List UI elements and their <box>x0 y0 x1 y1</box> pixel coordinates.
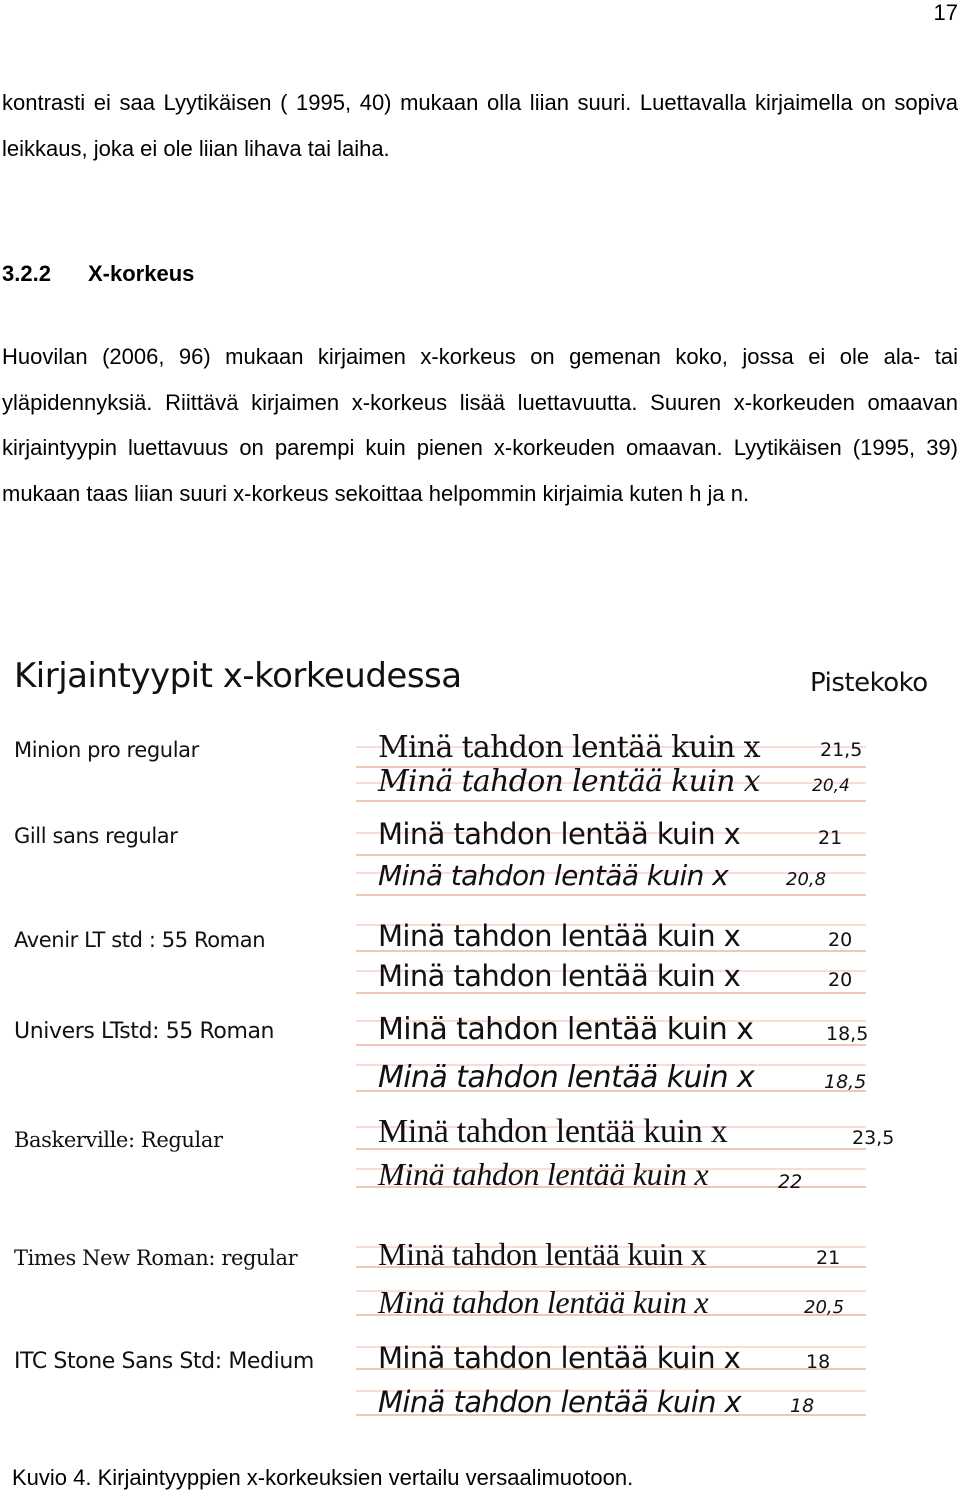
size-stone-regular: 18 <box>806 1351 831 1373</box>
size-gill-italic: 20,8 <box>786 869 827 890</box>
figure-title: Kirjaintyypit x-korkeudessa <box>14 656 462 696</box>
sample-minion-regular: Minä tahdon lentää kuin x <box>378 730 760 765</box>
size-baskerville-italic: 22 <box>778 1171 803 1193</box>
section-heading <box>2 251 194 296</box>
paragraph-intro: kontrasti ei saa Lyytikäisen ( 1995, 40) mukaan olla liian suuri. Luettavalla kirjaimella on sopiva leikkaus, joka ei ole liian lihava tai laiha. <box>2 90 958 161</box>
sample-gill-regular: Minä tahdon lentää kuin x <box>378 817 741 851</box>
size-stone-italic: 18 <box>790 1395 815 1417</box>
font-label-itc-stone-sans: ITC Stone Sans Std: Medium <box>14 1349 314 1374</box>
font-label-avenir: Avenir LT std : 55 Roman <box>14 928 266 952</box>
sample-minion-italic: Minä tahdon lentää kuin x <box>378 764 760 799</box>
sample-gill-italic: Minä tahdon lentää kuin x <box>378 859 729 892</box>
sample-avenir-regular: Minä tahdon lentää kuin x <box>378 919 741 953</box>
size-avenir-second: 20 <box>828 969 853 991</box>
size-avenir-regular: 20 <box>828 929 853 951</box>
sample-univers-italic: Minä tahdon lentää kuin x <box>378 1060 755 1095</box>
sample-avenir-second: Minä tahdon lentää kuin x <box>378 959 741 993</box>
size-univers-regular: 18,5 <box>826 1023 869 1045</box>
section-number: 3.2.2 <box>2 261 51 286</box>
size-times-regular: 21 <box>816 1247 841 1269</box>
sample-times-italic: Minä tahdon lentää kuin x <box>378 1284 709 1320</box>
section-title: X-korkeus <box>88 261 195 286</box>
size-gill-regular: 21 <box>818 827 843 849</box>
sample-baskerville-italic: Minä tahdon lentää kuin x <box>378 1156 709 1192</box>
font-label-baskerville: Baskerville: Regular <box>14 1128 223 1152</box>
typeface-comparison-figure <box>0 640 960 1430</box>
figure-caption: Kuvio 4. Kirjaintyyppien x-korkeuksien vertailu versaalimuotoon. <box>12 1465 634 1490</box>
size-minion-italic: 20,4 <box>812 776 850 796</box>
page-number: 17 <box>933 0 958 25</box>
sample-baskerville-regular: Minä tahdon lentää kuin x <box>378 1113 728 1150</box>
paragraph-x-height: Huovilan (2006, 96) mukaan kirjaimen x-korkeus on gemenan koko, jossa ei ole ala- tai yläpidennyksiä. Riittävä kirjaimen x-korkeus lisää luettavuutta. Suuren x-korkeuden omaavan kirjaintyypin luettavuus on parempi kuin pienen x-korkeuden omaavan. Lyytikäisen (1995, 39) mukaan taas liian suuri x-korkeus sekoittaa helpommin kirjaimia kuten h ja n. <box>2 344 958 506</box>
size-baskerville-regular: 23,5 <box>852 1127 895 1149</box>
font-label-minion: Minion pro regular <box>14 738 199 762</box>
size-minion-regular: 21,5 <box>820 739 863 761</box>
size-times-italic: 20,5 <box>804 1297 845 1318</box>
font-label-univers: Univers LTstd: 55 Roman <box>14 1019 275 1044</box>
font-label-times: Times New Roman: regular <box>14 1246 298 1270</box>
size-univers-italic: 18,5 <box>824 1071 867 1093</box>
sample-univers-regular: Minä tahdon lentää kuin x <box>378 1012 754 1047</box>
sample-stone-italic: Minä tahdon lentää kuin x <box>378 1385 742 1419</box>
point-size-label: Pistekoko <box>810 668 928 698</box>
sample-times-regular: Minä tahdon lentää kuin x <box>378 1236 707 1272</box>
sample-stone-regular: Minä tahdon lentää kuin x <box>378 1341 741 1375</box>
font-label-gill-sans: Gill sans regular <box>14 824 178 848</box>
